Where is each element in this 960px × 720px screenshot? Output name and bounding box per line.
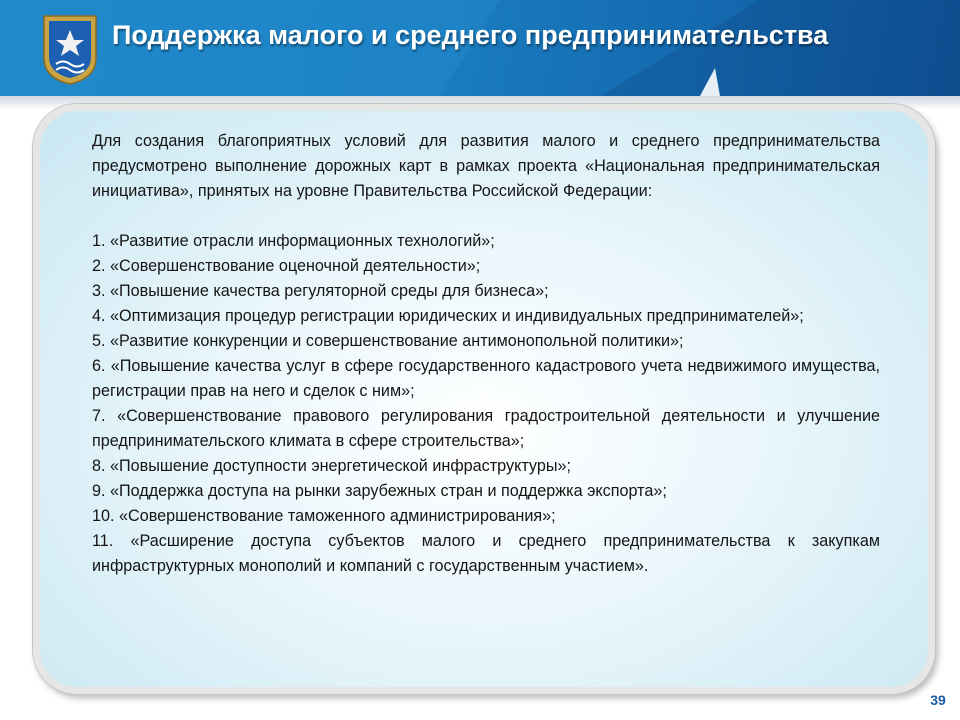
coat-of-arms-icon <box>40 14 100 86</box>
list-item: 8. «Повышение доступности энергетической инфраструктуры»; <box>92 457 571 475</box>
list-item: 6. «Повышение качества услуг в сфере государственного кадастрового учета недвижимого имущества, регистрации прав на него и сделок с ним»; <box>92 357 880 400</box>
page-number: 39 <box>930 692 946 708</box>
page-title: Поддержка малого и среднего предпринимательства <box>112 20 829 50</box>
list-item: 5. «Развитие конкуренции и совершенствование антимонопольной политики»; <box>92 332 684 350</box>
list-item: 11. «Расширение доступа субъектов малого и среднего предпринимательства к закупкам инфраструктурных монополий и компаний с государственным участием». <box>92 532 880 575</box>
intro-paragraph: Для создания благоприятных условий для развития малого и среднего предпринимательства предусмотрено выполнение дорожных карт в рамках проекта «Национальная предпринимательская инициатива», принятых на уровне Правительства Российской Федерации: <box>92 132 880 200</box>
list-item: 4. «Оптимизация процедур регистрации юридических и индивидуальных предпринимателей»; <box>92 307 804 325</box>
list-item: 1. «Развитие отрасли информационных технологий»; <box>92 232 495 250</box>
paragraph-gap <box>92 204 880 229</box>
list-item: 9. «Поддержка доступа на рынки зарубежных стран и поддержка экспорта»; <box>92 482 667 500</box>
list-item: 2. «Совершенствование оценочной деятельности»; <box>92 257 481 275</box>
list-item: 7. «Совершенствование правового регулирования градостроительной деятельности и улучшение предпринимательского климата в сфере строительства»; <box>92 407 880 450</box>
content-text <box>92 129 880 579</box>
slide-header <box>0 0 960 96</box>
list-item: 3. «Повышение качества регуляторной среды для бизнеса»; <box>92 282 549 300</box>
list-item: 10. «Совершенствование таможенного администрирования»; <box>92 507 556 525</box>
